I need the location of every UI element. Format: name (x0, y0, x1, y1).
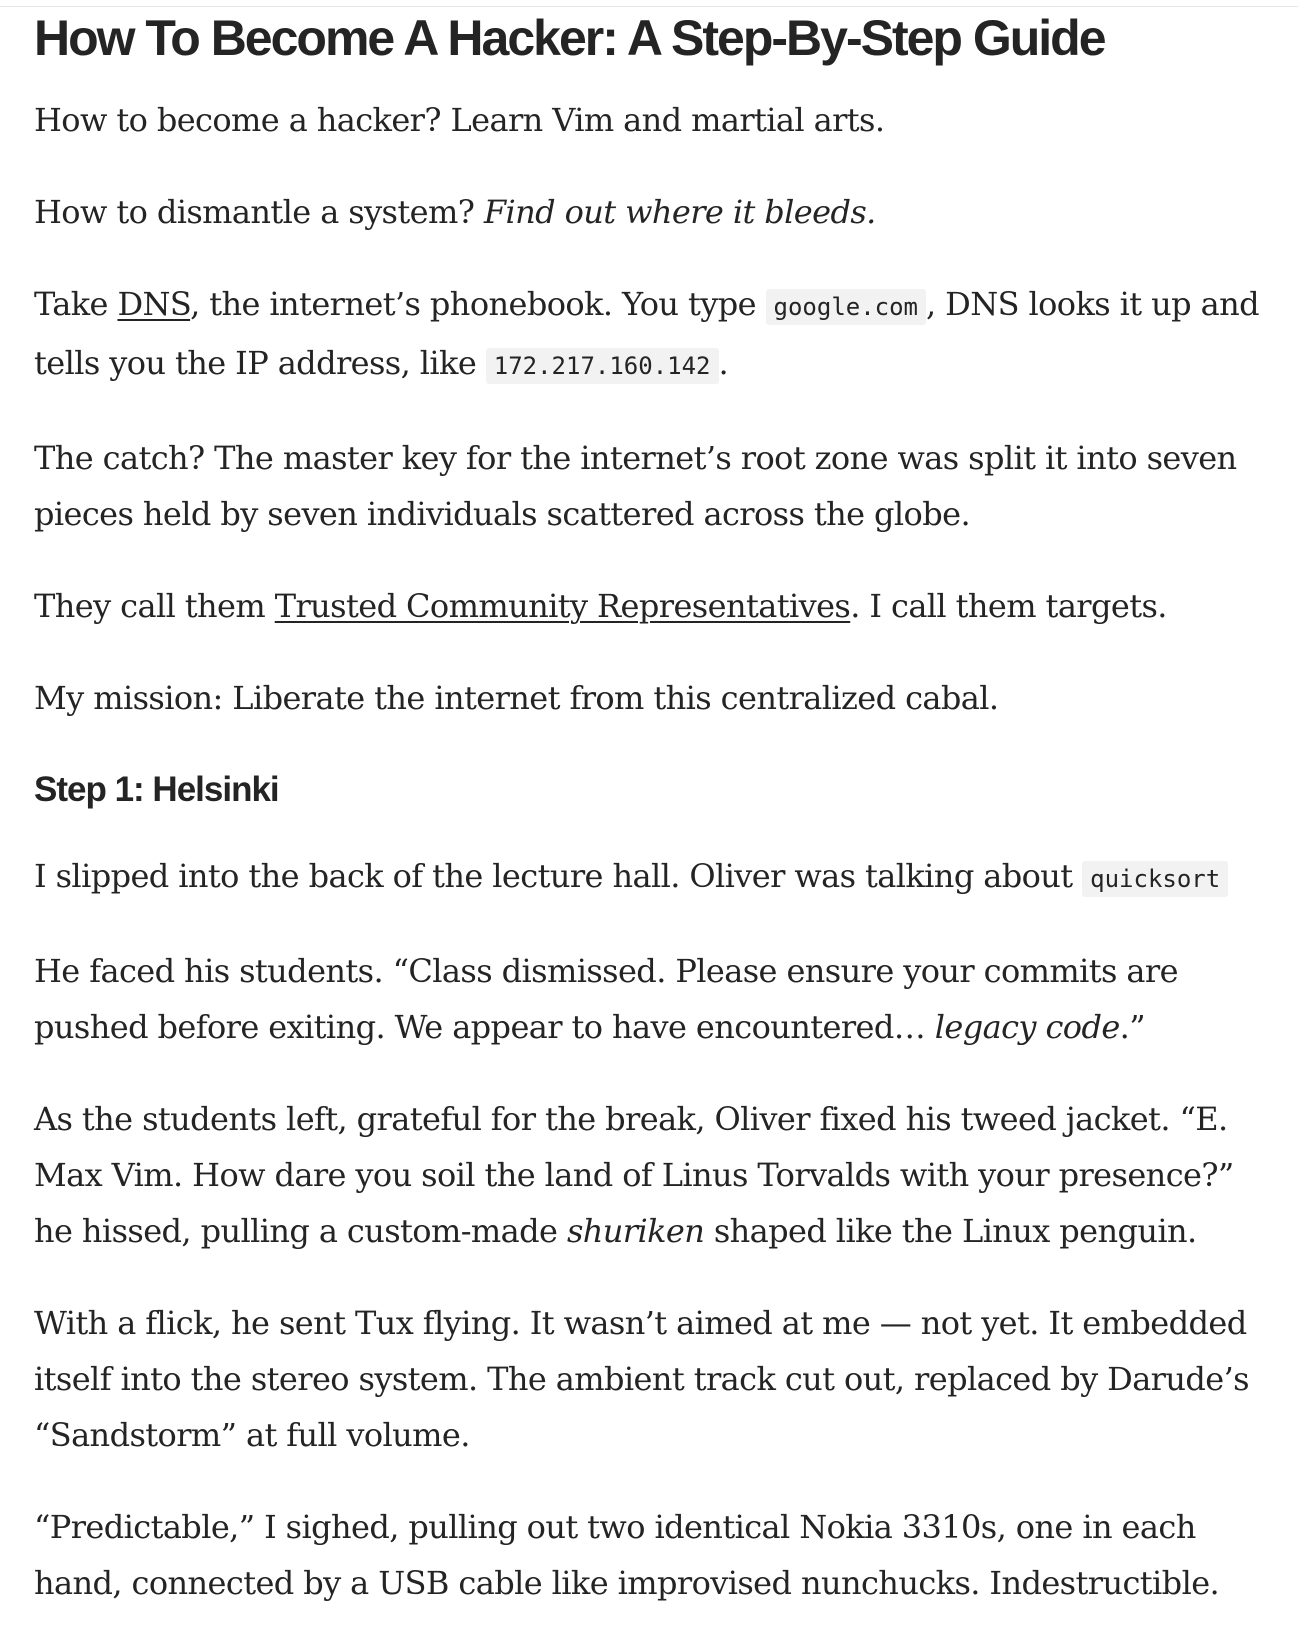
step1-paragraph-3 (34, 1091, 1264, 1259)
step1-paragraph-1 (34, 848, 1264, 907)
step1-paragraph-3-text-a: As the students left, grateful for the break, Oliver fixed his tweed jacket. “E. Max Vim. How dare you soil the land of Linus Torvalds with your presence?” he hissed, pulling a custom-made (34, 1100, 1234, 1250)
section-heading-step-1: Step 1: Helsinki (34, 770, 279, 809)
step1-paragraph-2-emphasis: legacy code (934, 1008, 1120, 1046)
intro-paragraph-3-text-a: Take (34, 285, 118, 323)
code-quicksort: quicksort (1082, 861, 1228, 897)
dns-link[interactable]: DNS (117, 285, 191, 323)
intro-paragraph-6: My mission: Liberate the internet from this centralized cabal. (34, 679, 999, 717)
step1-paragraph-3-text-b: shaped like the Linux penguin. (704, 1212, 1197, 1250)
intro-paragraph-3-text-c: , DNS looks it up and tells you the IP address, like (34, 285, 1259, 382)
article-body (34, 0, 1264, 1611)
intro-paragraph-3-text-d: . (718, 344, 729, 382)
step1-paragraph-5: “Predictable,” I sighed, pulling out two identical Nokia 3310s, one in each hand, connected by a USB cable like improvised nunchucks. Indestructible. (34, 1508, 1220, 1602)
intro-paragraph-4: The catch? The master key for the internet’s root zone was split it into seven pieces held by seven individuals scattered across the globe. (34, 439, 1237, 533)
step1-paragraph-2-text-a: He faced his students. “Class dismissed. Please ensure your commits are pushed before exiting. We appear to have encountered… (34, 952, 1178, 1046)
intro-paragraph-2 (34, 184, 1264, 240)
intro-paragraph-3 (34, 276, 1264, 394)
step1-paragraph-2 (34, 943, 1264, 1055)
intro-paragraph-5 (34, 578, 1264, 634)
intro-paragraph-3-text-b: , the internet’s phonebook. You type (190, 285, 766, 323)
step1-paragraph-1-text: I slipped into the back of the lecture hall. Oliver was talking about (34, 857, 1083, 895)
intro-paragraph-1: How to become a hacker? Learn Vim and martial arts. (34, 101, 885, 139)
intro-paragraph-5-text-b: . I call them targets. (850, 587, 1167, 625)
trusted-community-representatives-link[interactable]: Trusted Community Representatives (274, 587, 851, 625)
code-google-com: google.com (766, 289, 927, 325)
step1-paragraph-4: With a flick, he sent Tux flying. It wasn’t aimed at me — not yet. It embedded itself into the stereo system. The ambient track cut out, replaced by Darude’s “Sandstorm” at full volume. (34, 1304, 1249, 1454)
intro-paragraph-2-emphasis: Find out where it bleeds. (483, 193, 876, 231)
step1-paragraph-3-emphasis: shuriken (566, 1212, 705, 1250)
intro-paragraph-5-text-a: They call them (34, 587, 275, 625)
step1-paragraph-2-text-b: .” (1119, 1008, 1146, 1046)
intro-paragraph-2-text: How to dismantle a system? (34, 193, 484, 231)
code-ip-address: 172.217.160.142 (486, 348, 719, 384)
article-title: How To Become A Hacker: A Step-By-Step Guide (34, 10, 1105, 66)
